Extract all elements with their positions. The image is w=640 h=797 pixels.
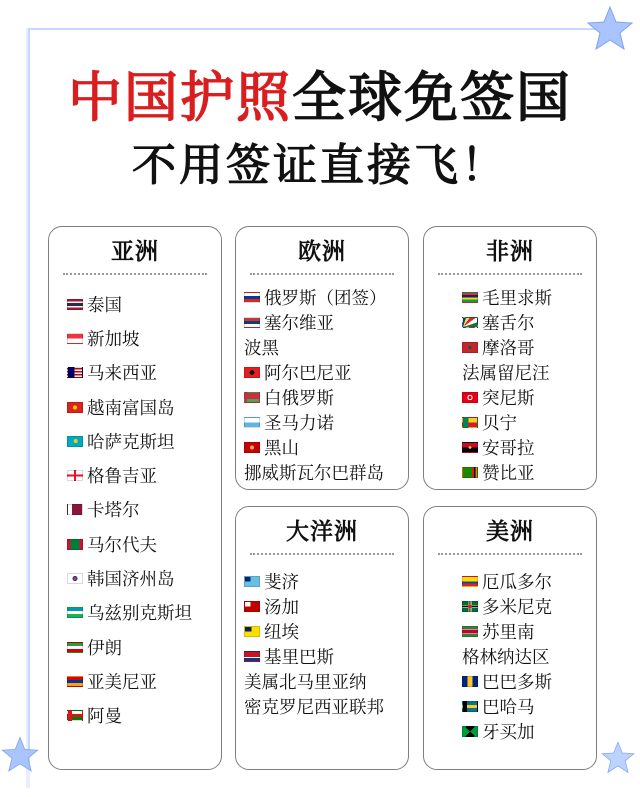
- list-item: [244, 619, 408, 644]
- country-label: 阿尔巴尼亚: [264, 364, 352, 384]
- list-item: [462, 285, 596, 310]
- list-item: [462, 569, 596, 594]
- country-label: 苏里南: [482, 623, 535, 643]
- serbia-flag: [244, 317, 260, 328]
- country-label: 汤加: [264, 598, 299, 618]
- country-label: 亚美尼亚: [87, 672, 157, 693]
- list-item: [244, 460, 408, 485]
- country-label: 黑山: [264, 439, 299, 459]
- list-item: [67, 493, 221, 527]
- list-item: [244, 594, 408, 619]
- list-item: [244, 360, 408, 385]
- page-subtitle: 不用签证直接飞！: [132, 140, 508, 191]
- seychelles-flag: [462, 317, 478, 328]
- card-title: 欧洲: [298, 239, 346, 265]
- star-decoration-icon: [585, 4, 635, 54]
- list-item: [67, 424, 221, 458]
- list-item: [462, 619, 596, 644]
- fiji-flag: [244, 576, 260, 587]
- list-item: [462, 310, 596, 335]
- dotted-divider: [250, 273, 394, 275]
- mauritius-flag: [462, 292, 478, 303]
- card-title: 亚洲: [111, 239, 159, 265]
- list-item: [244, 410, 408, 435]
- country-label: 卡塔尔: [87, 501, 140, 522]
- card-title: 美洲: [486, 519, 534, 545]
- oman-flag: [67, 710, 83, 721]
- bahamas-flag: [462, 701, 478, 712]
- country-label: 密克罗尼西亚联邦: [244, 698, 384, 718]
- country-label: 圣马力诺: [264, 414, 334, 434]
- ecuador-flag: [462, 576, 478, 587]
- country-label: 摩洛哥: [482, 339, 535, 359]
- country-label: 斐济: [264, 573, 299, 593]
- country-label: 马来西亚: [87, 364, 157, 385]
- iran-flag: [67, 642, 83, 653]
- barbados-flag: [462, 676, 478, 687]
- list-item: [462, 385, 596, 410]
- list-item: [244, 569, 408, 594]
- country-label: 纽埃: [264, 623, 299, 643]
- belarus-flag: [244, 392, 260, 403]
- list-item: [244, 385, 408, 410]
- card-africa: [423, 226, 597, 490]
- maldives-flag: [67, 539, 83, 550]
- list-item: [462, 360, 596, 385]
- title-red-part: 中国护照: [68, 66, 292, 129]
- list-item: [462, 435, 596, 460]
- south-korea-flag: [67, 573, 83, 584]
- frame-border-top: [30, 28, 620, 30]
- country-label: 安哥拉: [482, 439, 535, 459]
- country-label: 法属留尼汪: [462, 364, 550, 384]
- country-label: 塞舌尔: [482, 314, 535, 334]
- qatar-flag: [67, 504, 83, 515]
- list-item: [244, 669, 408, 694]
- list-item: [244, 435, 408, 460]
- country-label: 牙买加: [482, 723, 535, 743]
- country-label: 乌兹别克斯坦: [87, 604, 192, 625]
- country-list: [236, 285, 408, 485]
- star-decoration-icon: [600, 740, 636, 776]
- country-label: 马尔代夫: [87, 535, 157, 556]
- san-marino-flag: [244, 417, 260, 428]
- star-decoration-icon: [0, 735, 40, 775]
- country-list: [49, 287, 221, 733]
- list-item: [244, 310, 408, 335]
- armenia-flag: [67, 676, 83, 687]
- country-label: 越南富国岛: [87, 398, 175, 419]
- card-title: 非洲: [486, 239, 534, 265]
- card-oceania: [235, 506, 409, 770]
- vietnam-flag: [67, 402, 83, 413]
- country-label: 阿曼: [87, 707, 122, 728]
- list-item: [244, 694, 408, 719]
- russia-flag: [244, 292, 260, 303]
- tonga-flag: [244, 601, 260, 612]
- country-label: 赞比亚: [482, 464, 535, 484]
- country-label: 基里巴斯: [264, 648, 334, 668]
- country-list: [424, 285, 596, 485]
- list-item: [67, 287, 221, 321]
- list-item: [67, 596, 221, 630]
- jamaica-flag: [462, 726, 478, 737]
- list-item: [244, 335, 408, 360]
- georgia-flag: [67, 470, 83, 481]
- list-item: [67, 630, 221, 664]
- country-label: 新加坡: [87, 329, 140, 350]
- country-label: 哈萨克斯坦: [87, 432, 175, 453]
- card-title: 大洋洲: [286, 519, 358, 545]
- country-label: 韩国济州岛: [87, 570, 175, 591]
- tunisia-flag: [462, 392, 478, 403]
- list-item: [244, 285, 408, 310]
- card-europe: [235, 226, 409, 490]
- country-label: 塞尔维亚: [264, 314, 334, 334]
- list-item: [67, 561, 221, 595]
- country-label: 泰国: [87, 295, 122, 316]
- dominica-flag: [462, 601, 478, 612]
- country-label: 美属北马里亚纳: [244, 673, 367, 693]
- country-label: 巴巴多斯: [482, 673, 552, 693]
- benin-flag: [462, 417, 478, 428]
- uzbekistan-flag: [67, 607, 83, 618]
- list-item: [462, 669, 596, 694]
- list-item: [462, 594, 596, 619]
- dotted-divider: [63, 273, 207, 275]
- thailand-flag: [67, 299, 83, 310]
- country-label: 格鲁吉亚: [87, 467, 157, 488]
- card-americas: [423, 506, 597, 770]
- list-item: [462, 410, 596, 435]
- list-item: [67, 390, 221, 424]
- niue-flag: [244, 626, 260, 637]
- malaysia-flag: [67, 367, 83, 378]
- kazakhstan-flag: [67, 436, 83, 447]
- list-item: [462, 694, 596, 719]
- country-label: 厄瓜多尔: [482, 573, 552, 593]
- card-asia: [48, 226, 222, 770]
- list-item: [462, 644, 596, 669]
- list-item: [462, 335, 596, 360]
- singapore-flag: [67, 333, 83, 344]
- morocco-flag: [462, 342, 478, 353]
- country-label: 多米尼克: [482, 598, 552, 618]
- country-label: 格林纳达区: [462, 648, 550, 668]
- country-list: [424, 569, 596, 744]
- list-item: [462, 460, 596, 485]
- country-label: 挪威斯瓦尔巴群岛: [244, 464, 384, 484]
- list-item: [67, 356, 221, 390]
- country-list: [236, 569, 408, 719]
- angola-flag: [462, 442, 478, 453]
- country-label: 突尼斯: [482, 389, 535, 409]
- country-label: 俄罗斯（团签）: [264, 289, 387, 309]
- albania-flag: [244, 367, 260, 378]
- list-item: [67, 699, 221, 733]
- list-item: [67, 458, 221, 492]
- page-title: [0, 68, 640, 128]
- country-label: 白俄罗斯: [264, 389, 334, 409]
- list-item: [244, 644, 408, 669]
- zambia-flag: [462, 467, 478, 478]
- country-label: 波黑: [244, 339, 279, 359]
- country-label: 伊朗: [87, 638, 122, 659]
- dotted-divider: [438, 273, 582, 275]
- list-item: [67, 664, 221, 698]
- country-label: 巴哈马: [482, 698, 535, 718]
- country-label: 毛里求斯: [482, 289, 552, 309]
- list-item: [462, 719, 596, 744]
- kiribati-flag: [244, 651, 260, 662]
- dotted-divider: [250, 553, 394, 555]
- country-label: 贝宁: [482, 414, 517, 434]
- list-item: [67, 321, 221, 355]
- title-black-part: 全球免签国: [292, 66, 572, 129]
- montenegro-flag: [244, 442, 260, 453]
- suriname-flag: [462, 626, 478, 637]
- list-item: [67, 527, 221, 561]
- dotted-divider: [438, 553, 582, 555]
- frame-border-left: [28, 28, 30, 768]
